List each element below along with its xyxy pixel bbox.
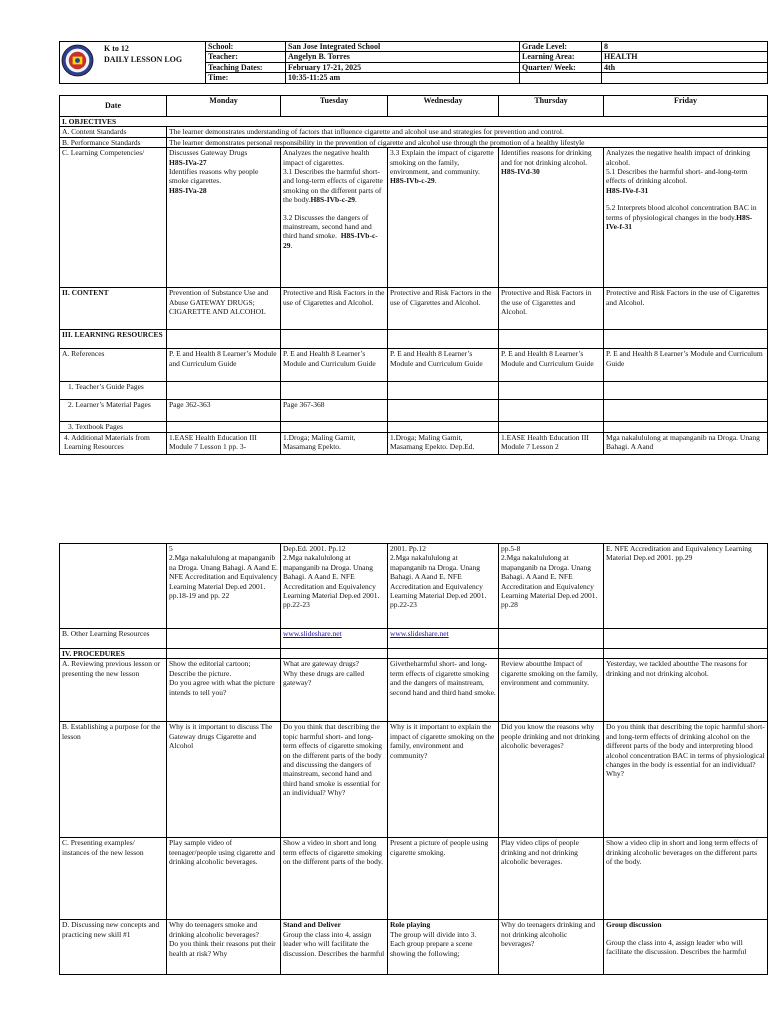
procedure-c-thursday: Play video clips of people drinking and not drinking alcoholic beverages. [499, 838, 604, 920]
slideshare-link-tuesday[interactable]: www.slideshare.net [283, 629, 342, 638]
procedure-d-tuesday: Stand and Deliver Group the class into 4, assign leader who will facilitate the discussion. Describes the harmful [281, 920, 388, 975]
procedure-a-tuesday: What are gateway drugs? Why these drugs are called gateway? [281, 659, 388, 722]
competency-wednesday: 3.3 Explain the impact of cigarette smoking on the family, environment, and community. H8S-IVb-c-29. [388, 148, 499, 288]
procedure-b-wednesday: Why is it important to explain the impact of cigarette smoking on the family, environment and community? [388, 722, 499, 838]
textbook-label: 3. Textbook Pages [60, 422, 167, 432]
references-wednesday: P. E and Health 8 Learner’s Module and Curriculum Guide [388, 349, 499, 382]
procedure-a-friday: Yesterday, we tackled aboutthe The reasons for drinking and not drinking alcohol. [604, 659, 768, 722]
procedure-b-label: B. Establishing a purpose for the lesson [60, 722, 167, 838]
procedure-d-thursday: Why do teenagers drinking and not drinking alcoholic beverages? [499, 920, 604, 975]
content-thursday: Protective and Risk Factors in the use of Cigarettes and Alcohol. [499, 288, 604, 330]
deped-seal-icon [61, 44, 94, 77]
competency-friday: Analyzes the negative health impact of drinking alcohol. 5.1 Describes the harmful short- and-long-term effects of drinking alcohol. H8S-IVe-f-31 5.2 Interprets blood alcohol concentration BAC in terms of physiological changes in the body.H8S-IVe-f-31 [604, 148, 768, 288]
grade-value: 8 [602, 42, 768, 52]
area-label: Learning Area: [520, 52, 602, 62]
performance-standards-label: B. Performance Standards [60, 137, 167, 147]
content-standards-text: The learner demonstrates understanding of factors that influence cigarette and alcohol use and strategies for prevention and control. [167, 127, 768, 137]
resources-heading: III. LEARNING RESOURCES [60, 330, 167, 349]
procedure-a-label: A. Reviewing previous lesson or presenting the new lesson [60, 659, 167, 722]
doc-title-line2: DAILY LESSON LOG [104, 55, 183, 64]
quarter-value: 4th [602, 62, 768, 72]
date-header: Date [60, 96, 167, 117]
additional-materials-monday-cont: 5 2.Mga nakalululong at mapanganib na Droga. Unang Bahagi. A Aand E. NFE Accreditation and Equivalency Learning Material Dep.ed 2001. pp.18-19 and pp. 22 [167, 544, 281, 629]
dates-value: February 17-21, 2025 [286, 62, 520, 72]
additional-materials-label: 4. Additional Materials from Learning Resources [60, 432, 167, 454]
content-standards-label: A. Content Standards [60, 127, 167, 137]
references-monday: P. E and Health 8 Learner’s Module and Curriculum Guide [167, 349, 281, 382]
procedure-d-wednesday: Role playing The group will divide into 3. Each group prepare a scene showing the following; [388, 920, 499, 975]
header-table [59, 41, 768, 84]
procedure-d-monday: Why do teenagers smoke and drinking alcoholic beverages? Do you think their reasons put their health at risk? Why [167, 920, 281, 975]
procedure-c-monday: Play sample video of teenager/people using cigarette and drinking alcoholic beverages. [167, 838, 281, 920]
content-wednesday: Protective and Risk Factors in the use of Cigarettes and Alcohol. [388, 288, 499, 330]
day-tuesday: Tuesday [281, 96, 388, 117]
day-monday: Monday [167, 96, 281, 117]
references-tuesday: P. E and Health 8 Learner’s Module and Curriculum Guide [281, 349, 388, 382]
lesson-log-table [59, 95, 768, 455]
procedure-d-label: D. Discussing new concepts and practicing new skill #1 [60, 920, 167, 975]
content-tuesday: Protective and Risk Factors in the use of Cigarettes and Alcohol. [281, 288, 388, 330]
area-value: HEALTH [602, 52, 768, 62]
procedure-a-wednesday: Givetheharmful short- and long-term effects of cigarette smoking and the dangers of mainstream, second hand and third hand smoke. [388, 659, 499, 722]
day-thursday: Thursday [499, 96, 604, 117]
competency-tuesday: Analyzes the negative health impact of cigarettes. 3.1 Describes the harmful short- and long-term effects of cigarette smoking on the different parts of the body.H8S-IVb-c-29. 3.2 Discusses the dangers of mainstream, second hand and third hand smoke. H8S-IVb-c-29. [281, 148, 388, 288]
lesson-log-table-continued [59, 543, 768, 975]
references-thursday: P. E and Health 8 Learner’s Module and Curriculum Guide [499, 349, 604, 382]
additional-materials-tuesday-cont: Dep.Ed. 2001. Pp.12 2.Mga nakalululong at mapanganib na Droga. Unang Bahagi. A Aand E. NFE Accreditation and Equivalency Learning Material Dep.ed 2001. pp.22-23 [281, 544, 388, 629]
time-label: Time: [206, 73, 286, 83]
procedure-c-label: C. Presenting examples/ instances of the new lesson [60, 838, 167, 920]
competency-thursday: Identifies reasons for drinking and for not drinking alcohol. H8S-IVd-30 [499, 148, 604, 288]
teacher-value: Angelyn B. Torres [286, 52, 520, 62]
competencies-label: C. Learning Competencies/ [60, 148, 167, 288]
school-value: San Jose Integrated School [286, 42, 520, 52]
day-friday: Friday [604, 96, 768, 117]
additional-materials-friday-cont: E. NFE Accreditation and Equivalency Learning Material Dep.ed 2001. pp.29 [604, 544, 768, 629]
grade-label: Grade Level: [520, 42, 602, 52]
teacher-label: Teacher: [206, 52, 286, 62]
procedure-b-monday: Why is it important to discuss The Gateway drugs Cigarette and Alcohol [167, 722, 281, 838]
procedure-d-friday: Group discussion Group the class into 4, assign leader who will facilitate the discussion. Describes the harmful [604, 920, 768, 975]
additional-materials-wednesday: 1.Droga; Maling Gamit, Masamang Epekto. Dep.Ed. [388, 432, 499, 454]
learners-material-tuesday: Page 367-368 [281, 400, 388, 422]
objectives-heading: I. OBJECTIVES [60, 117, 768, 127]
doc-title-line1: K to 12 [104, 44, 129, 53]
dates-label: Teaching Dates: [206, 62, 286, 72]
logo-cell [60, 42, 206, 84]
procedure-a-thursday: Review aboutthe Impact of cigarette smoking on the family, environment and community. [499, 659, 604, 722]
procedure-b-friday: Do you think that describing the topic harmful short- and long-term effects of drinking alcohol on the different parts of the body and interpreting blood alcohol concentration BAC in terms of physiological changes in the body is essential for an individual? Why? [604, 722, 768, 838]
learners-material-label: 2. Learner’s Material Pages [60, 400, 167, 422]
additional-materials-friday: Mga nakalululong at mapanganib na Droga. Unang Bahagi. A Aand [604, 432, 768, 454]
school-label: School: [206, 42, 286, 52]
additional-materials-monday: 1.EASE Health Education III Module 7 Lesson 1 pp. 3- [167, 432, 281, 454]
procedure-c-tuesday: Show a video in short and long term effects of cigarette smoking on the different parts of the body. [281, 838, 388, 920]
other-resources-label: B. Other Learning Resources [60, 629, 167, 649]
additional-materials-tuesday: 1.Droga; Maling Gamit, Masamang Epekto. [281, 432, 388, 454]
procedures-heading: IV. PROCEDURES [60, 649, 167, 659]
day-wednesday: Wednesday [388, 96, 499, 117]
content-friday: Protective and Risk Factors in the use of Cigarettes and Alcohol. [604, 288, 768, 330]
quarter-label: Quarter/ Week: [520, 62, 602, 72]
additional-materials-wednesday-cont: 2001. Pp.12 2.Mga nakalululong at mapanganib na Droga. Unang Bahagi. A Aand E. NFE Accreditation and Equivalency Learning Material Dep.ed 2001. pp.22-23 [388, 544, 499, 629]
references-friday: P. E and Health 8 Learner’s Module and Curriculum Guide [604, 349, 768, 382]
teachers-guide-label: 1. Teacher’s Guide Pages [60, 382, 167, 400]
content-monday: Prevention of Substance Use and Abuse GATEWAY DRUGS; CIGARETTE AND ALCOHOL [167, 288, 281, 330]
procedure-c-wednesday: Present a picture of people using cigarette smoking. [388, 838, 499, 920]
learners-material-monday: Page 362-363 [167, 400, 281, 422]
references-label: A. References [60, 349, 167, 382]
procedure-b-thursday: Did you know the reasons why people drinking and not drinking alcoholic beverages? [499, 722, 604, 838]
slideshare-link-wednesday[interactable]: www.slideshare.net [390, 629, 449, 638]
competency-monday: Discusses Gateway Drugs H8S-IVa-27 Identifies reasons why people smoke cigarettes. H8S-IVa-28 [167, 148, 281, 288]
procedure-c-friday: Show a video clip in short and long term effects of drinking alcoholic beverages on the different parts of the body. [604, 838, 768, 920]
additional-materials-thursday-cont: pp.5-8 2.Mga nakalululong at mapanganib na Droga. Unang Bahagi. A Aand E. NFE Accreditation and Equivalency Learning Material Dep.ed 2001. pp.28 [499, 544, 604, 629]
procedure-a-monday: Show the editorial cartoon; Describe the picture. Do you agree with what the picture intends to tell you? [167, 659, 281, 722]
additional-materials-thursday: 1.EASE Health Education III Module 7 Lesson 2 [499, 432, 604, 454]
time-value: 10:35-11:25 am [286, 73, 520, 83]
content-heading: II. CONTENT [60, 288, 167, 330]
performance-standards-text: The learner demonstrates personal responsibility in the prevention of cigarette and alcohol use through the promotion of a healthy lifestyle [167, 137, 768, 147]
procedure-b-tuesday: Do you think that describing the topic harmful short- and long-term effects of cigarette smoking on the different parts of the body and discussing the dangers of mainstream, second hand and third hand smoke is essential for an individual? Why? [281, 722, 388, 838]
